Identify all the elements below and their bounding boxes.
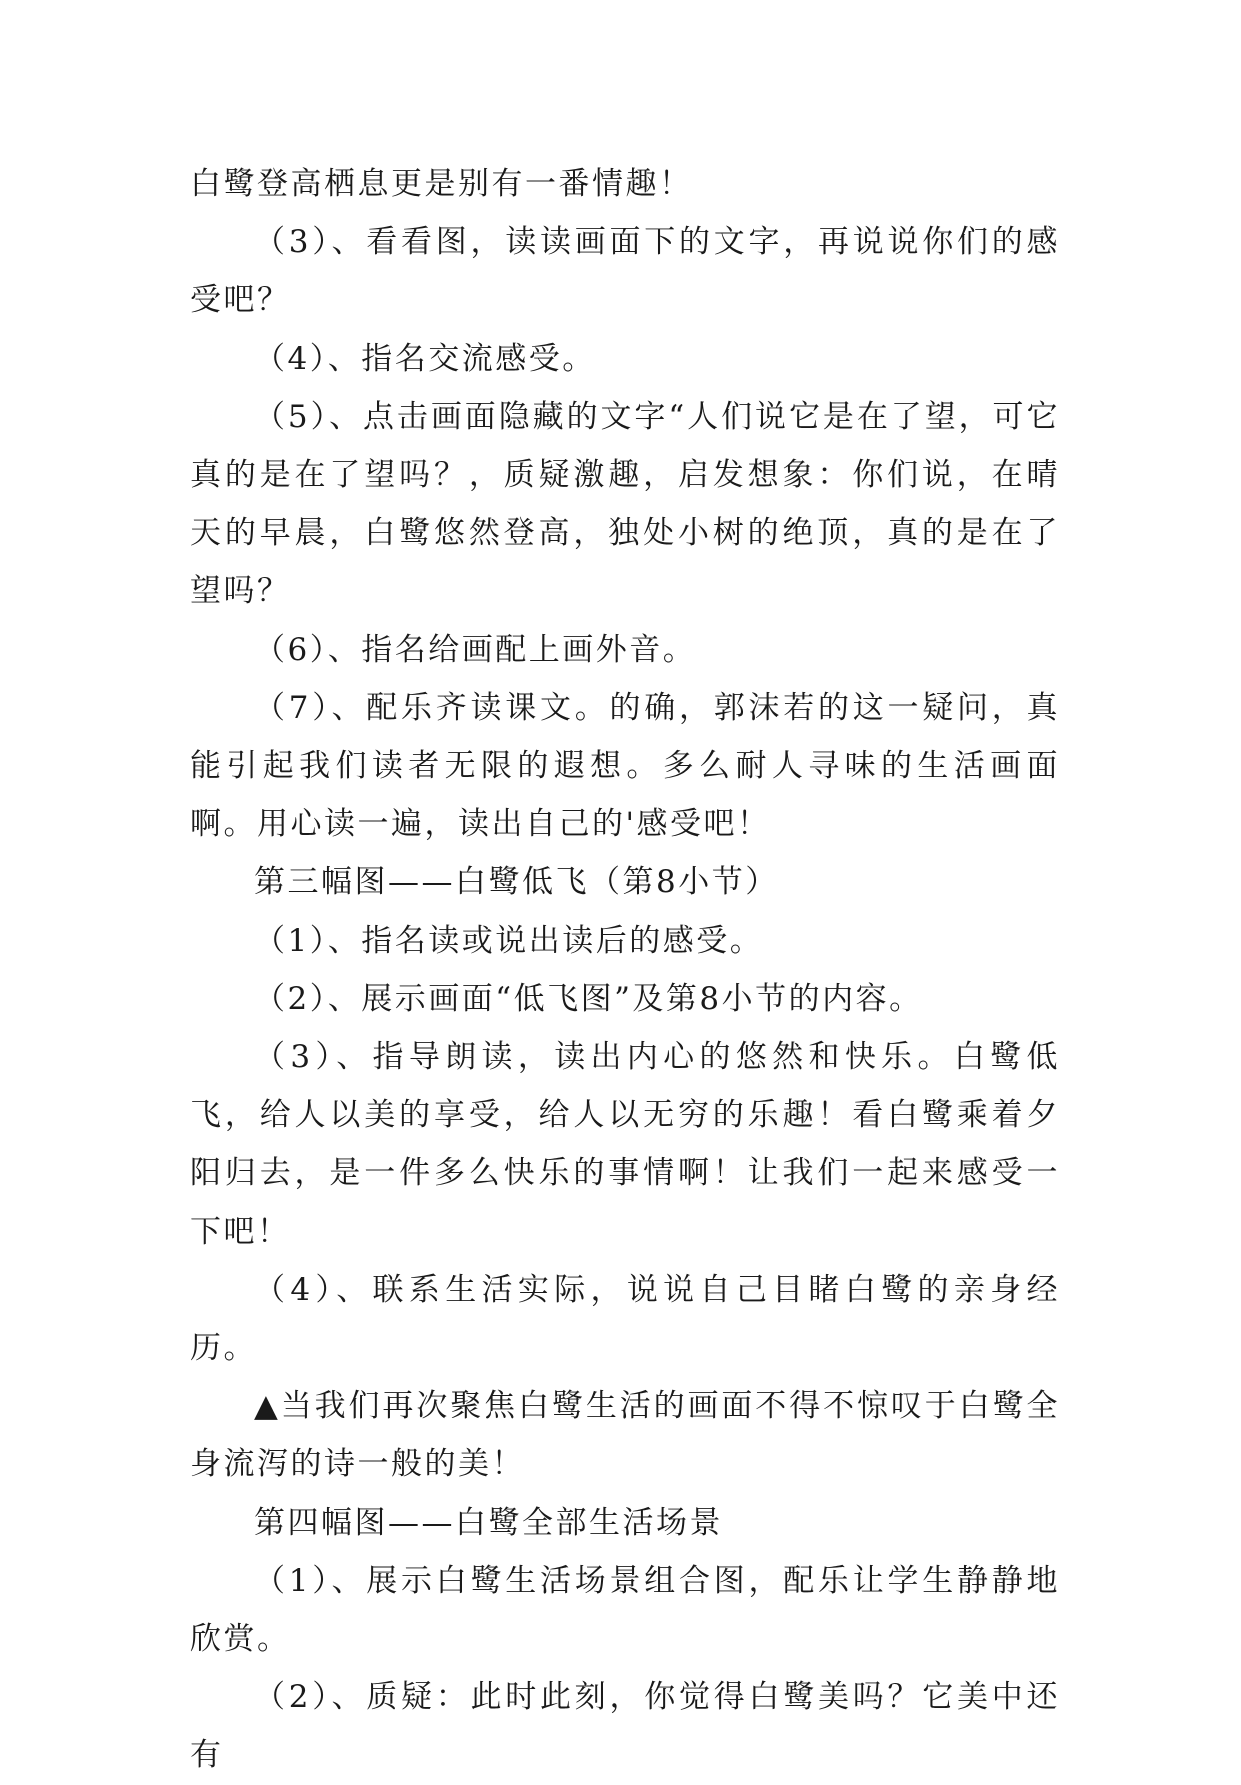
paragraph: 白鹭登高栖息更是别有一番情趣！ (190, 166, 693, 202)
paragraph: （1）、展示白鹭生活场景组合图，配乐让学生静静地欣赏。 (190, 1562, 1060, 1658)
section-heading: 第三幅图——白鹭低飞（第8小节） (254, 864, 779, 901)
paragraph: （2）、质疑：此时此刻，你觉得白鹭美吗？它美中还有 (190, 1679, 1060, 1774)
paragraph: ▲当我们再次聚焦白鹭生活的画面不得不惊叹于白鹭全身流泻的诗一般的美！ (190, 1388, 1060, 1483)
paragraph: （3）、看看图，读读画面下的文字，再说说你们的感受吧？ (190, 224, 1060, 319)
paragraph: （4）、联系生活实际，说说自己目睹白鹭的亲身经历。 (190, 1271, 1060, 1367)
body-text (190, 155, 1060, 1785)
paragraph: （6）、指名给画配上画外音。 (254, 631, 697, 668)
section-heading: 第四幅图——白鹭全部生活场景 (254, 1504, 723, 1541)
paragraph: （1）、指名读或说出读后的感受。 (254, 922, 764, 959)
paragraph: （5）、点击画面隐藏的文字“人们说它是在了望，可它真的是在了望吗？，质疑激趣，启发想象：你们说，在晴天的早晨，白鹭悠然登高，独处小树的绝顶，真的是在了望吗？ (190, 398, 1060, 610)
paragraph: （3）、指导朗读，读出内心的悠然和快乐。白鹭低飞，给人以美的享受，给人以无穷的乐趣！看白鹭乘着夕阳归去，是一件多么快乐的事情啊！让我们一起来感受一下吧！ (190, 1039, 1060, 1250)
paragraph: （7）、配乐齐读课文。的确，郭沫若的这一疑问，真能引起我们读者无限的遐想。多么耐人寻味的生活画面啊。用心读一遍，读出自己的'感受吧！ (190, 689, 1060, 843)
paragraph: （4）、指名交流感受。 (254, 340, 596, 377)
paragraph: （2）、展示画面“低飞图”及第8小节的内容。 (254, 980, 923, 1017)
